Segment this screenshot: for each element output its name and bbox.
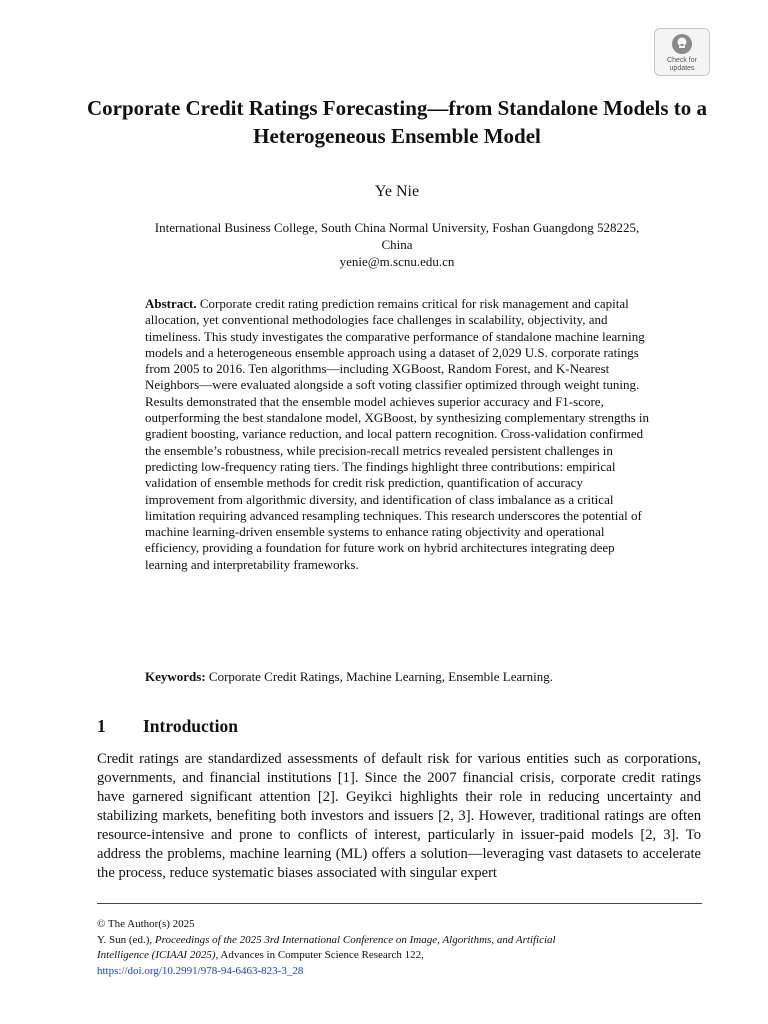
proceedings-title-2: Intelligence (ICIAAI 2025) <box>97 949 216 962</box>
proceedings-line-1 <box>97 933 702 949</box>
affiliation-line-1: International Business College, South China Normal University, Foshan Guangdong 528225, <box>154 220 640 235</box>
check-for-updates-badge[interactable] <box>654 28 710 76</box>
affiliation-line-2: China <box>381 237 413 252</box>
footer-block <box>97 917 702 979</box>
author-name: Ye Nie <box>374 183 420 200</box>
keywords-paragraph <box>145 668 685 685</box>
section-title: Introduction <box>143 716 238 736</box>
paper-title: Corporate Credit Ratings Forecasting—from Standalone Models to a Heterogeneous Ensemble Model <box>86 96 708 148</box>
editor-text: Y. Sun (ed.), <box>97 933 153 946</box>
intro-paragraph: Credit ratings are standardized assessments of default risk for various entities such as corporations, governments, and financial institutions [1]. Since the 2007 financial crisis, corporate credit ratings have garnered significant attention [2]. Geyikci highlights their role in reducing uncertainty and stabilizing markets, benefiting both investors and issuers [2, 3]. However, traditional ratings are often resource-intensive and prone to conflicts of interest, particularly in issuer-paid models [2, 3]. To address the problems, machine learning (ML) offers a solution—leveraging vast datasets to accelerate the process, reduce systematic biases associated with singular expert <box>97 751 701 881</box>
check-for-updates-icon <box>670 32 694 56</box>
badge-label-line1: Check for <box>667 57 697 64</box>
keywords-text: Corporate Credit Ratings, Machine Learning, Ensemble Learning. <box>208 669 553 684</box>
section-number: 1 <box>97 716 106 736</box>
proceedings-title-1: Proceedings of the 2025 3rd International Conference on Image, Algorithms, and Artificial <box>154 933 556 946</box>
doi-line <box>97 964 702 980</box>
badge-label-line2: updates <box>669 65 695 72</box>
footnote-divider <box>97 903 702 904</box>
proceedings-line-2 <box>97 948 702 964</box>
abstract-label: Abstract. <box>145 296 197 311</box>
affiliation-block <box>90 219 704 270</box>
abstract-text: Corporate credit rating prediction remains critical for risk management and capital allocation, yet conventional methodologies face challenges in scalability, objectivity, and timeliness. This study investigates the comparative performance of standalone machine learning models and a heterogeneous ensemble approach using a dataset of 2,029 U.S. corporate ratings from 2005 to 2016. Ten algorithms—including XGBoost, Random Forest, and K-Nearest Neighbors—were evaluated alongside a soft voting classifier optimized through weight tuning. Results demonstrated that the ensemble model achieves superior accuracy and F1-score, outperforming the best standalone model, XGBoost, by synthesizing complementary strengths in gradient boosting, variance reduction, and local pattern recognition. Cross-validation confirmed the ensemble’s robustness, while precision-recall metrics revealed persistent challenges in predicting low-frequency rating tiers. The findings highlight three contributions: empirical validation of ensemble methods for credit risk prediction, quantification of accuracy improvement from algorithmic diversity, and identification of class imbalance as a critical limitation requiring advanced resampling techniques. This research underscores the potential of machine learning-driven ensemble systems to enhance rating objectivity and operational efficiency, providing a foundation for future work on hybrid architectures integrating deep learning and interpretability frameworks. <box>145 296 650 572</box>
doi-link[interactable]: https://doi.org/10.2991/978-94-6463-823-3_28 <box>97 964 304 977</box>
series-text: , Advances in Computer Science Research 122, <box>215 949 424 962</box>
section-heading <box>97 715 657 737</box>
author-email[interactable]: yenie@m.scnu.edu.cn <box>339 254 455 269</box>
copyright-line: © The Author(s) 2025 <box>97 918 195 930</box>
abstract-paragraph <box>145 296 650 573</box>
keywords-label: Keywords: <box>145 669 206 684</box>
